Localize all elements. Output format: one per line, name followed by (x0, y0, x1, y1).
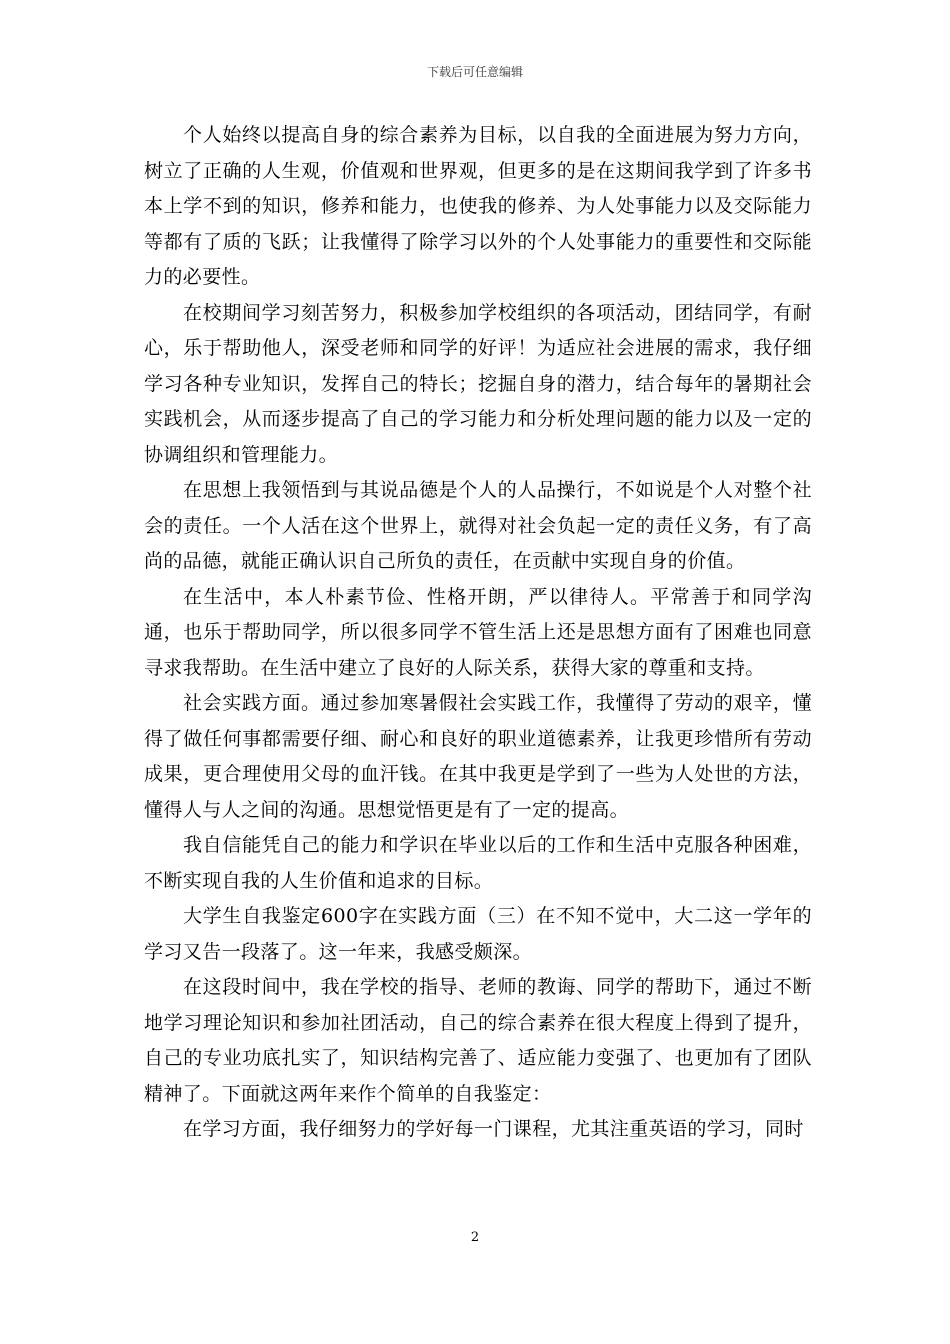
paragraph: 个人始终以提高自身的综合素养为目标，以自我的全面进展为努力方向，树立了正确的人生观，价值观和世界观，但更多的是在这期间我学到了许多书本上学不到的知识，修养和能力，也使我的修养、为人处事能力以及交际能力等都有了质的飞跃；让我懂得了除学习以外的个人处事能力的重要性和交际能力的必要性。 (144, 124, 812, 288)
page-number: 2 (470, 1230, 480, 1245)
paragraph: 在思想上我领悟到与其说品德是个人的人品操行，不如说是个人对整个社会的责任。一个人活在这个世界上，就得对社会负起一定的责任义务，有了高尚的品德，就能正确认识自己所负的责任，在贡献中实现自身的价值。 (144, 479, 812, 572)
header-note: 下载后可任意编辑 (426, 65, 523, 79)
paragraph: 大学生自我鉴定600字在实践方面（三）在不知不觉中，大二这一学年的学习又告一段落了。这一年来，我感受颇深。 (144, 905, 812, 963)
paragraph: 在这段时间中，我在学校的指导、老师的教诲、同学的帮助下，通过不断地学习理论知识和参加社团活动，自己的综合素养在很大程度上得到了提升，自己的专业功底扎实了，知识结构完善了、适应能力变强了、也更加有了团队精神了。下面就这两年来作个简单的自我鉴定： (144, 976, 812, 1105)
paragraph: 在学习方面，我仔细努力的学好每一门课程，尤其注重英语的学习，同时 (183, 1118, 804, 1140)
paragraph: 我自信能凭自己的能力和学识在毕业以后的工作和生活中克服各种困难，不断实现自我的人生价值和追求的目标。 (144, 834, 812, 892)
body-text (144, 118, 812, 1148)
paragraph: 在校期间学习刻苦努力，积极参加学校组织的各项活动，团结同学，有耐心，乐于帮助他人，深受老师和同学的好评！为适应社会进展的需求，我仔细学习各种专业知识，发挥自己的特长；挖掘自身的潜力，结合每年的暑期社会实践机会，从而逐步提高了自己的学习能力和分析处理问题的能力以及一定的协调组织和管理能力。 (144, 301, 812, 466)
paragraph: 社会实践方面。通过参加寒暑假社会实践工作，我懂得了劳动的艰辛，懂得了做任何事都需要仔细、耐心和良好的职业道德素养，让我更珍惜所有劳动成果，更合理使用父母的血汗钱。在其中我更是学到了一些为人处世的方法，懂得人与人之间的沟通。思想觉悟更是有了一定的提高。 (144, 692, 812, 821)
paragraph: 在生活中，本人朴素节俭、性格开朗，严以律待人。平常善于和同学沟通，也乐于帮助同学，所以很多同学不管生活上还是思想方面有了困难也同意寻求我帮助。在生活中建立了良好的人际关系，获得大家的尊重和支持。 (144, 585, 812, 679)
